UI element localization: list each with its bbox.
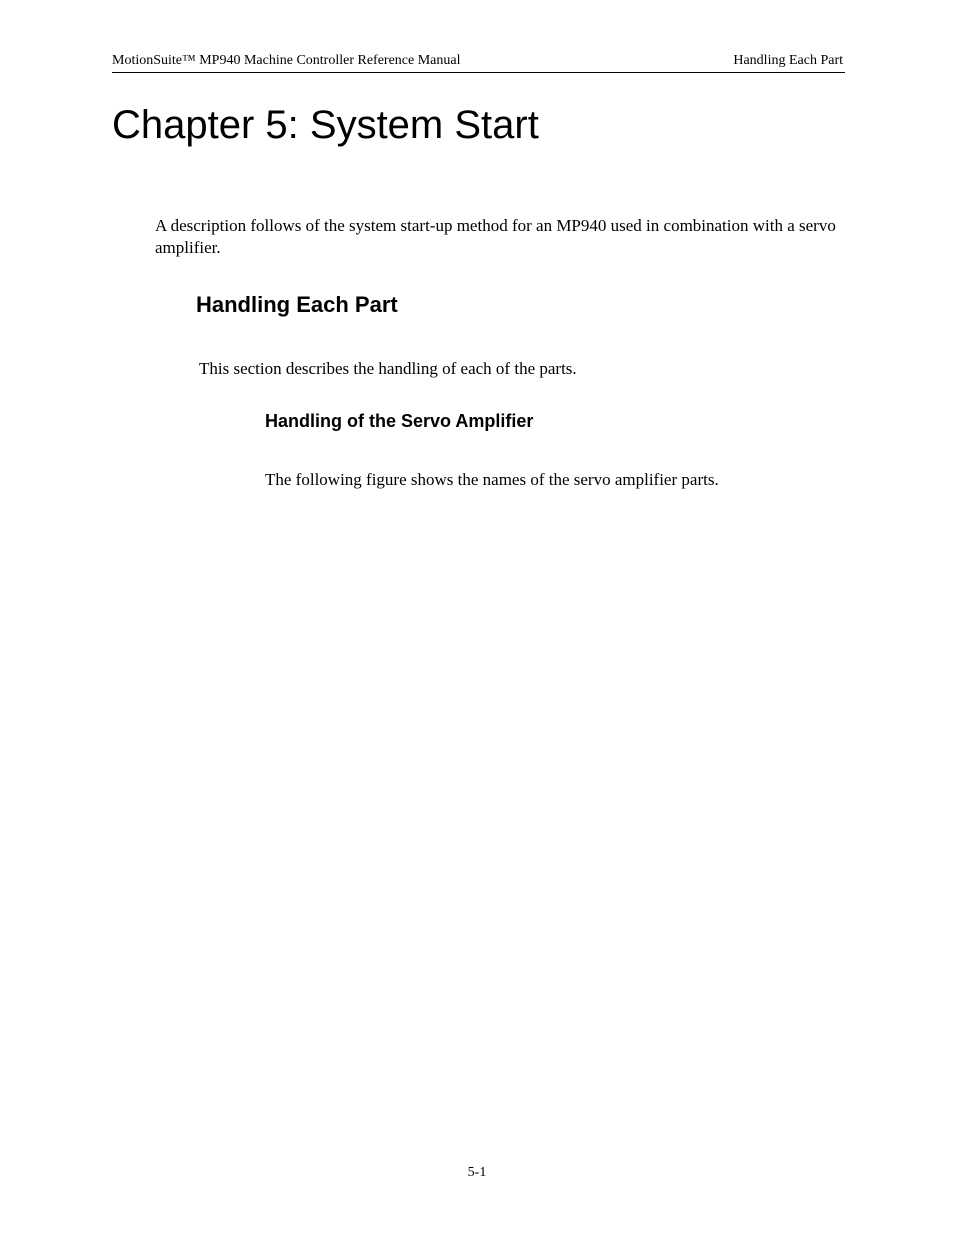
header-manual-title: MotionSuite™ MP940 Machine Controller Reference Manual	[112, 53, 461, 68]
intro-paragraph: A description follows of the system start-up method for an MP940 used in combination with a servo amplifier.	[155, 216, 836, 257]
section-heading: Handling Each Part	[196, 292, 398, 317]
running-header	[112, 52, 845, 73]
header-section-title: Handling Each Part	[733, 53, 843, 68]
subsection-heading: Handling of the Servo Amplifier	[265, 411, 534, 431]
section-paragraph: This section describes the handling of each of the parts.	[199, 359, 577, 378]
page-number: 5-1	[467, 1165, 487, 1180]
chapter-title: Chapter 5: System Start	[112, 103, 539, 147]
subsection-paragraph: The following figure shows the names of the servo amplifier parts.	[265, 470, 719, 489]
